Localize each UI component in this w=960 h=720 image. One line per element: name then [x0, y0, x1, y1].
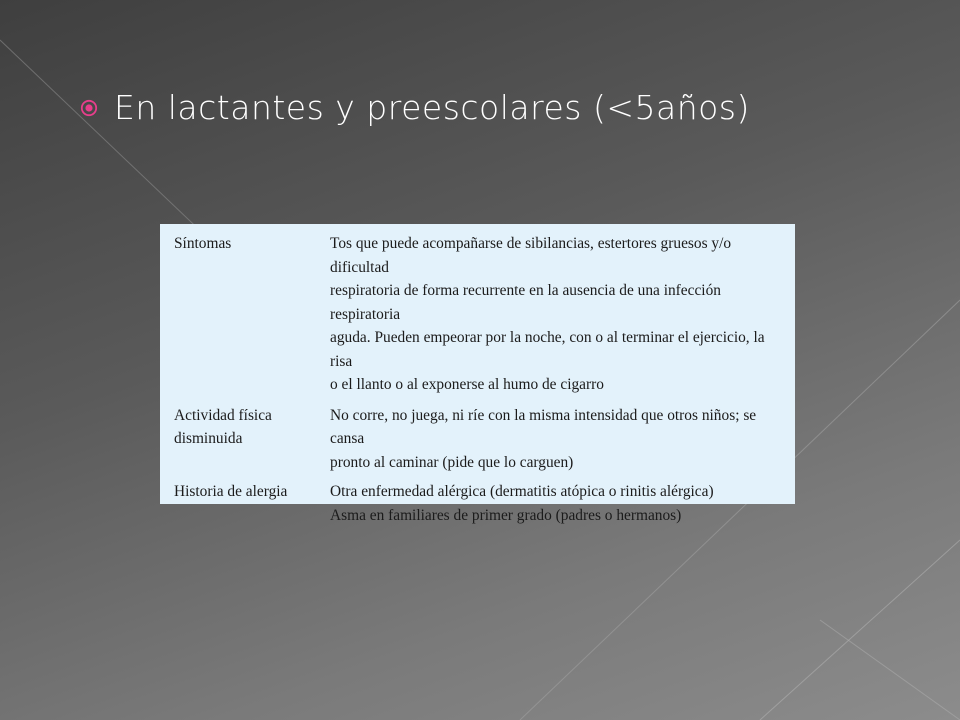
table-row: [174, 404, 783, 475]
table-row: [174, 480, 783, 527]
description-line: pronto al caminar (pide que lo carguen): [330, 453, 574, 471]
symptom-table: [160, 224, 795, 524]
radio-bullet-icon: [80, 99, 98, 117]
description-line: Otra enfermedad alérgica (dermatitis atópica o rinitis alérgica): [330, 483, 714, 500]
row-label: Actividad física disminuida: [174, 406, 272, 447]
row-description: [330, 480, 783, 527]
table-row: [174, 232, 783, 397]
row-description: [330, 404, 783, 475]
description-line: respiratoria de forma recurrente en la ausencia de una infección respiratoria: [330, 282, 721, 323]
description-line: No corre, no juega, ni ríe con la misma intensidad que otros niños; se cansa: [330, 406, 757, 447]
description-line: aguda. Pueden empeorar por la noche, con o al terminar el ejercicio, la risa: [330, 329, 765, 370]
description-line: o el llanto o al exponerse al humo de cigarro: [330, 376, 604, 393]
row-label: Síntomas: [174, 235, 232, 252]
description-line: Tos que puede acompañarse de sibilancias, estertores gruesos y/o dificultad: [330, 235, 732, 276]
slide-bullet: [80, 88, 750, 127]
row-label: Historia de alergia: [174, 483, 288, 500]
slide-heading: En lactantes y preescolares (<5años): [114, 88, 750, 127]
row-description: [330, 232, 783, 397]
description-line: Asma en familiares de primer grado (padres o hermanos): [330, 506, 682, 524]
